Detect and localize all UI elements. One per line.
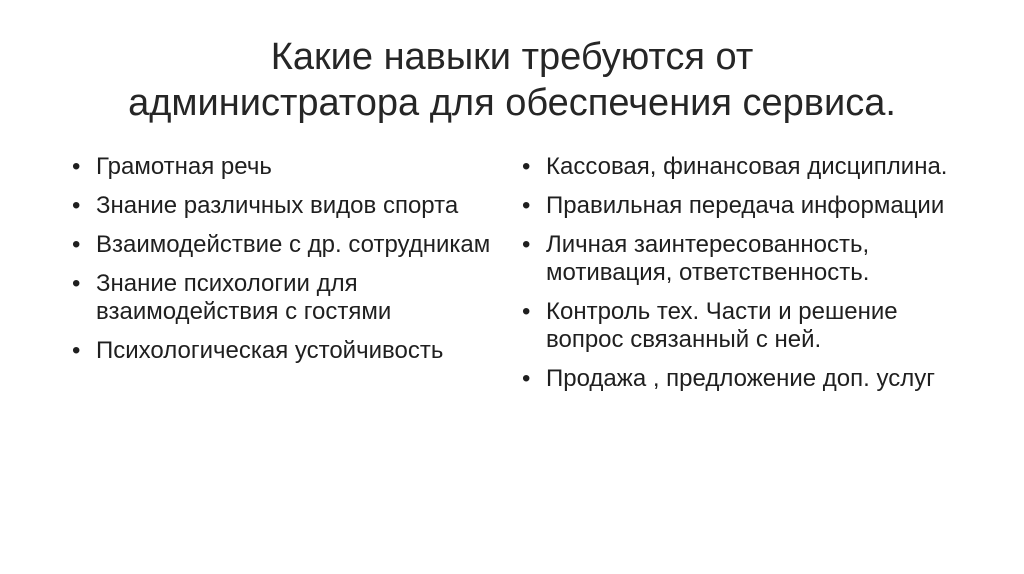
list-item-text: Грамотная речь bbox=[96, 153, 272, 180]
list-item-text: Кассовая, финансовая дисциплина. bbox=[546, 153, 948, 180]
right-bullet-list bbox=[522, 153, 962, 404]
list-item bbox=[72, 231, 502, 259]
bullet-icon: • bbox=[72, 192, 81, 219]
list-item-text: Знание различных видов спорта bbox=[96, 192, 459, 219]
list-item bbox=[72, 192, 502, 220]
left-bullet-list bbox=[72, 153, 502, 376]
bullet-icon: • bbox=[522, 192, 531, 219]
list-item-text: Контроль тех. Части и решение вопрос связанный с ней. bbox=[546, 298, 898, 353]
slide-title-line-2: администратора для обеспечения сервиса. bbox=[128, 82, 896, 124]
list-item-text: Психологическая устойчивость bbox=[96, 337, 444, 364]
bullet-icon: • bbox=[72, 337, 81, 364]
bullet-icon: • bbox=[522, 153, 531, 180]
bullet-icon: • bbox=[72, 153, 81, 180]
list-item bbox=[522, 231, 962, 287]
bullet-icon: • bbox=[522, 365, 531, 392]
list-item-text: Знание психологии для взаимодействия с гостями bbox=[96, 270, 392, 325]
bullet-icon: • bbox=[522, 298, 531, 325]
bullet-icon: • bbox=[72, 231, 81, 258]
list-item bbox=[522, 153, 962, 181]
list-item bbox=[522, 298, 962, 354]
bullet-icon: • bbox=[72, 270, 81, 297]
list-item-text: Взаимодействие с др. сотрудникам bbox=[96, 231, 491, 258]
list-item bbox=[72, 153, 502, 181]
bullet-icon: • bbox=[522, 231, 531, 258]
slide-title bbox=[40, 34, 984, 126]
list-item-text: Продажа , предложение доп. услуг bbox=[546, 365, 935, 392]
list-item-text: Правильная передача информации bbox=[546, 192, 945, 219]
list-item bbox=[522, 365, 962, 393]
list-item bbox=[72, 337, 502, 365]
list-item bbox=[522, 192, 962, 220]
list-item-text: Личная заинтересованность, мотивация, ответственность. bbox=[546, 231, 870, 286]
slide-title-line-1: Какие навыки требуются от bbox=[270, 36, 754, 78]
list-item bbox=[72, 270, 502, 326]
